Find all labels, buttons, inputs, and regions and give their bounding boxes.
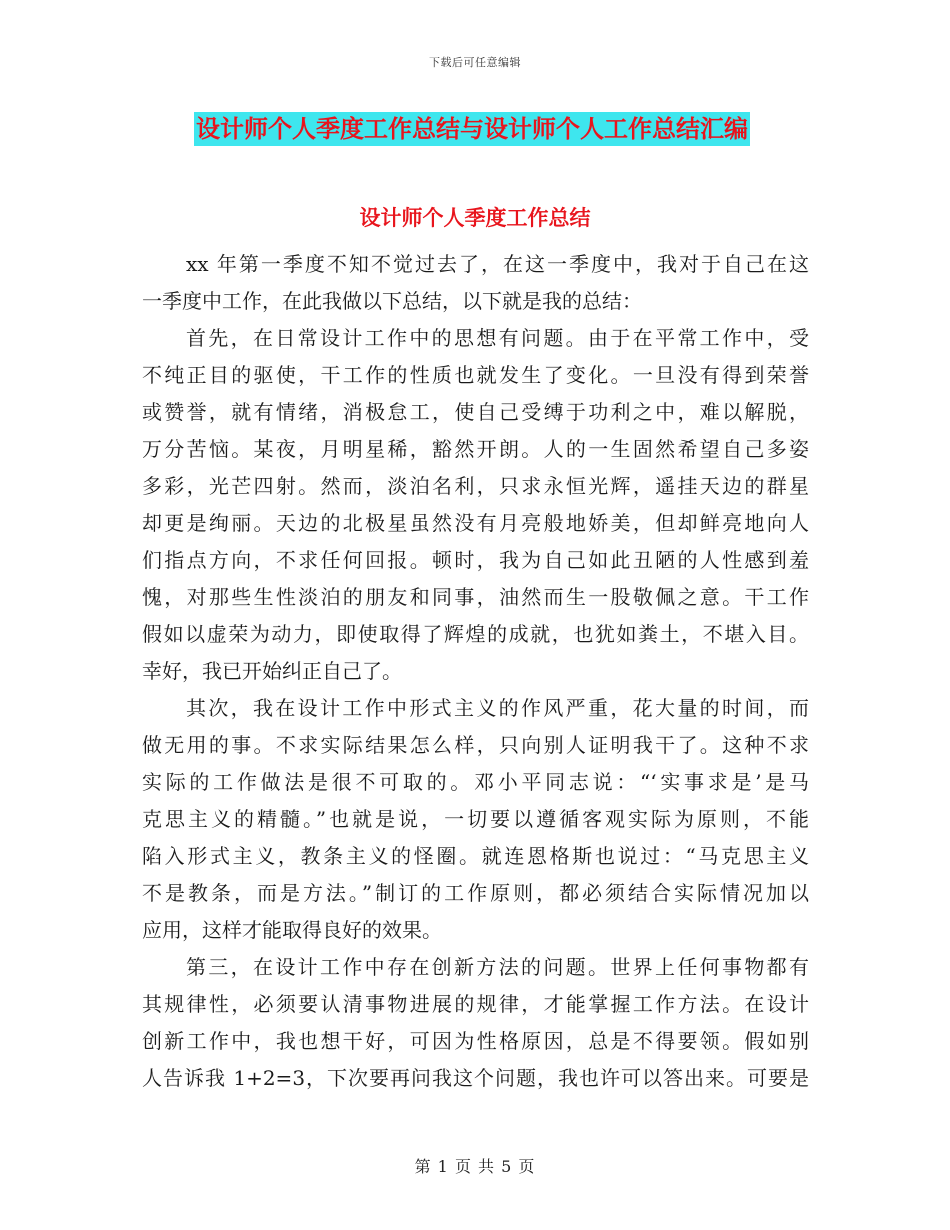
paragraph-line: 不是教条，而是方法。”制订的工作原则，都必须结合实际情况加以 (142, 881, 809, 905)
paragraph-line: 做无用的事。不求实际结果怎么样，只向别人证明我干了。这种不求 (142, 733, 809, 757)
paragraph-line: 幸好，我已开始纠正自己了。 (142, 659, 402, 683)
paragraph-line: 却更是绚丽。天边的北极星虽然没有月亮般地娇美，但却鲜亮地向人 (142, 511, 809, 535)
section-title: 设计师个人季度工作总结 (359, 206, 591, 230)
body-text (142, 246, 809, 1097)
paragraph-line: 万分苦恼。某夜，月明星稀，豁然开朗。人的一生固然希望自己多姿 (142, 437, 809, 461)
paragraph-line: 人告诉我 1+2=3，下次要再问我这个问题，我也许可以答出来。可要是 (142, 1066, 809, 1090)
paragraph-line: 多彩，光芒四射。然而，淡泊名利，只求永恒光辉，遥挂天边的群星 (142, 474, 809, 498)
paragraph-line: 或赞誉，就有情绪，消极怠工，使自己受缚于功利之中，难以解脱， (142, 400, 809, 424)
paragraph-line: 们指点方向，不求任何回报。顿时，我为自己如此丑陋的人性感到羞 (142, 548, 809, 572)
paragraph-line: 克思主义的精髓。”也就是说，一切要以遵循客观实际为原则，不能 (142, 807, 809, 831)
header-note: 下载后可任意编辑 (429, 56, 521, 69)
page-number: 第 1 页 共 5 页 (414, 1157, 536, 1176)
paragraph-line: 愧，对那些生性淡泊的朋友和同事，油然而生一股敬佩之意。干工作 (142, 585, 809, 609)
paragraph-line: 不纯正目的驱使，干工作的性质也就发生了变化。一旦没有得到荣誉 (142, 363, 809, 387)
paragraph-line: 其次，我在设计工作中形式主义的作风严重，花大量的时间，而 (186, 696, 809, 720)
paragraph-line: xx 年第一季度不知不觉过去了，在这一季度中，我对于自己在这 (186, 252, 809, 276)
document-title: 设计师个人季度工作总结与设计师个人工作总结汇编 (194, 112, 750, 146)
paragraph-line: 实际的工作做法是很不可取的。邓小平同志说：“‘实事求是’是马 (142, 770, 809, 794)
paragraph-line: 首先，在日常设计工作中的思想有问题。由于在平常工作中，受 (186, 326, 809, 350)
paragraph-line: 假如以虚荣为动力，即使取得了辉煌的成就，也犹如粪土，不堪入目。 (142, 622, 809, 646)
paragraph-line: 创新工作中，我也想干好，可因为性格原因，总是不得要领。假如别 (142, 1029, 809, 1053)
paragraph-line: 陷入形式主义，教条主义的怪圈。就连恩格斯也说过：“马克思主义 (142, 844, 809, 868)
paragraph-line: 第三，在设计工作中存在创新方法的问题。世界上任何事物都有 (186, 955, 809, 979)
paragraph-line: 应用，这样才能取得良好的效果。 (142, 918, 442, 942)
paragraph-line: 其规律性，必须要认清事物进展的规律，才能掌握工作方法。在设计 (142, 992, 809, 1016)
paragraph-line: 一季度中工作，在此我做以下总结，以下就是我的总结： (142, 289, 642, 313)
